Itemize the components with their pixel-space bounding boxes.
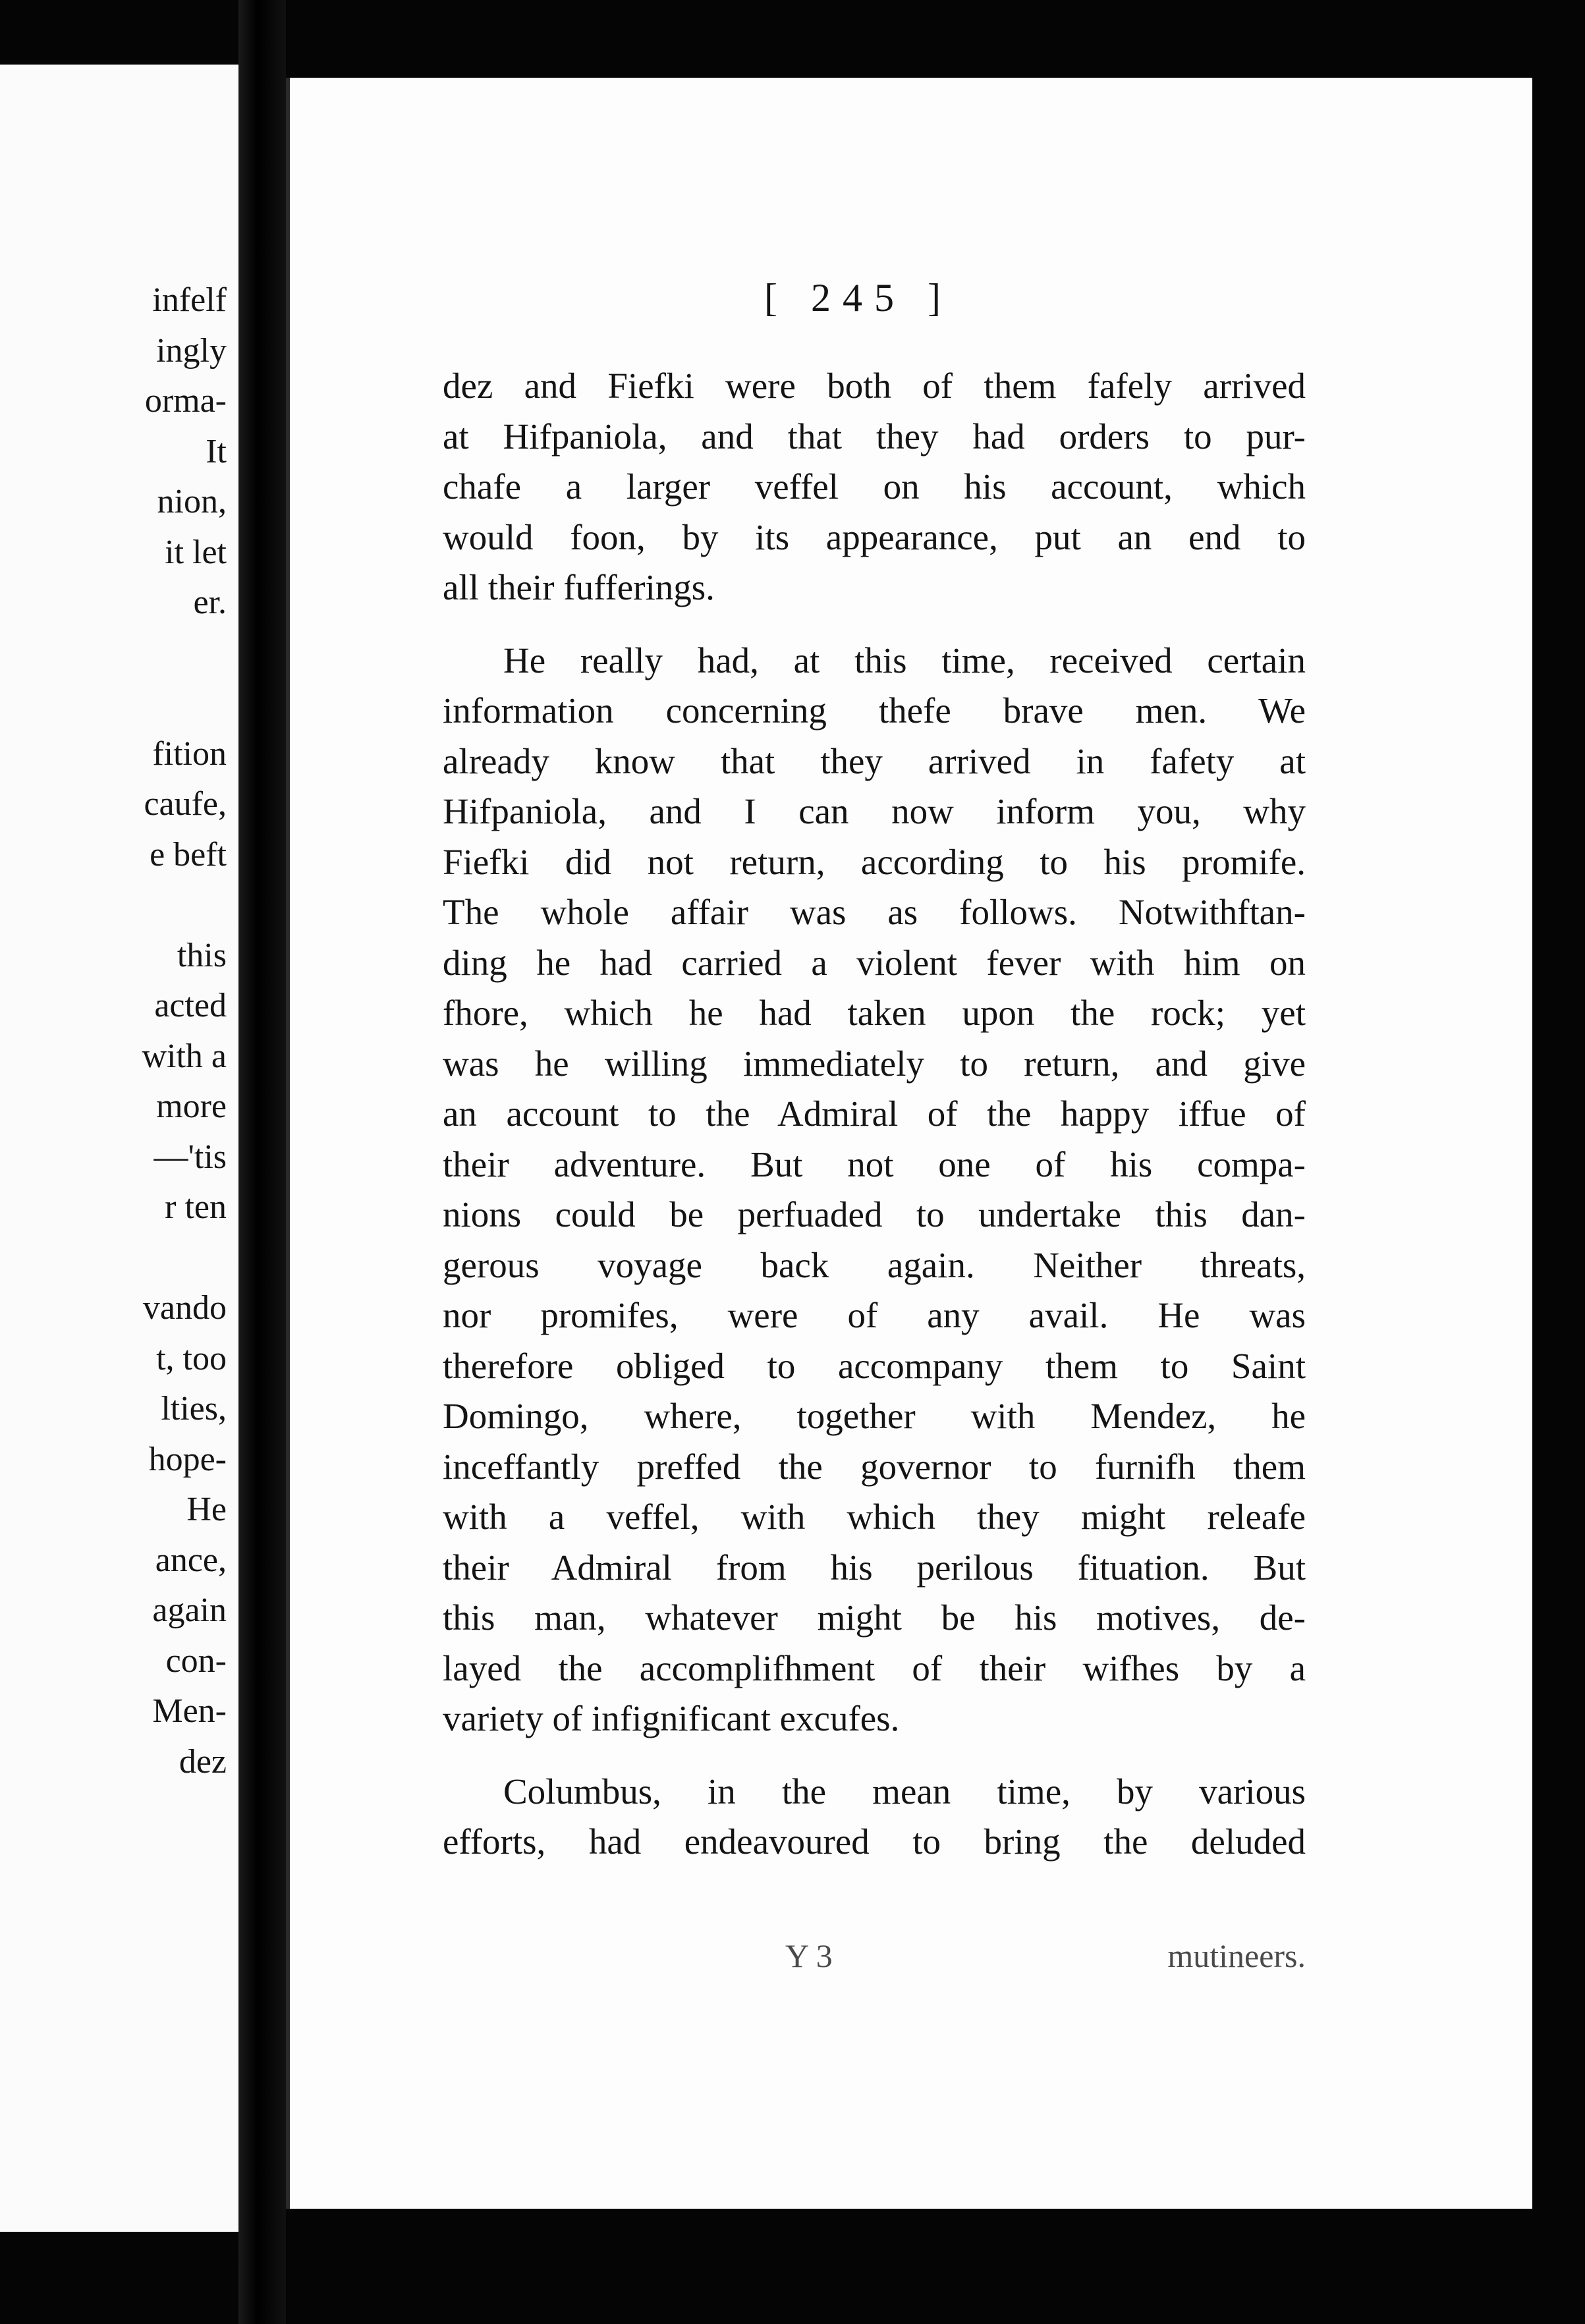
left-page-line: ance,	[155, 1541, 227, 1579]
paragraph-gap	[443, 613, 1306, 636]
text-line: already know that they arrived in fafety at	[443, 740, 1306, 781]
text-line: at Hifpaniola, and that they had orders to pur-	[443, 416, 1306, 456]
left-page-line: again	[152, 1591, 227, 1629]
text-line: He really had, at this time, received certain	[503, 640, 1306, 680]
paragraph-gap	[443, 1744, 1306, 1767]
left-page-line: It	[206, 432, 227, 470]
left-page-line: t, too	[156, 1339, 227, 1377]
text-line: with a veffel, with which they might releafe	[443, 1497, 1306, 1537]
left-page-line: e beft	[150, 835, 227, 873]
left-page-line: r ten	[165, 1188, 227, 1226]
left-page-line: Men-	[152, 1692, 227, 1730]
text-line: gerous voyage back again. Neither threats,	[443, 1244, 1306, 1285]
text-line: inceffantly preffed the governor to furnifh them	[443, 1446, 1306, 1487]
left-page-line: —'tis	[153, 1138, 227, 1176]
left-page-line: orma-	[144, 382, 227, 420]
text-line: efforts, had endeavoured to bring the deluded	[443, 1821, 1306, 1862]
text-line: therefore obliged to accompany them to Saint	[443, 1345, 1306, 1386]
left-page-line: con-	[165, 1642, 227, 1680]
left-page-line: more	[156, 1088, 227, 1125]
left-page-line: nion,	[157, 483, 227, 520]
left-page-line: er.	[193, 584, 227, 621]
text-line: this man, whatever might be his motives, de-	[443, 1597, 1306, 1638]
text-line: Fiefki did not return, according to his promife.	[443, 841, 1306, 882]
text-line: nions could be perfuaded to undertake this dan-	[443, 1194, 1306, 1234]
text-line: was he willing immediately to return, and give	[443, 1043, 1306, 1084]
left-page-line: vando	[142, 1289, 227, 1327]
page-footer	[443, 1937, 1306, 1983]
text-line: an account to the Admiral of the happy iffue of	[443, 1093, 1306, 1134]
left-page-line: hope-	[148, 1440, 227, 1478]
left-page-line: caufe,	[144, 785, 227, 823]
left-page-line: fition	[152, 734, 227, 773]
left-page-line: He	[186, 1491, 227, 1528]
text-line: their adventure. But not one of his compa-	[443, 1144, 1306, 1184]
left-facing-page	[0, 65, 238, 2232]
text-line: The whole affair was as follows. Notwithftan-	[443, 892, 1306, 932]
text-line: would foon, by its appearance, put an end to	[443, 516, 1306, 557]
text-line: variety of infignificant excufes.	[443, 1698, 900, 1738]
paragraph	[443, 636, 1306, 1744]
text-line: Hifpaniola, and I can now inform you, why	[443, 791, 1306, 831]
text-line: fhore, which he had taken upon the rock; yet	[443, 993, 1306, 1033]
catchword: mutineers.	[1167, 1937, 1306, 1974]
left-page-line: acted	[154, 987, 227, 1024]
paragraph	[443, 361, 1306, 613]
left-page-line: it let	[165, 533, 227, 571]
left-page-line: ingly	[156, 331, 227, 370]
paragraph	[443, 1767, 1306, 1868]
page-number: [ 245 ]	[764, 276, 953, 319]
left-page-line: dez	[179, 1742, 227, 1781]
book-gutter	[238, 0, 286, 2324]
left-page-line: infelf	[152, 281, 227, 319]
right-page	[286, 78, 1532, 2209]
text-line: Domingo, where, together with Mendez, he	[443, 1396, 1306, 1436]
left-page-line: with a	[142, 1037, 227, 1075]
text-line: their Admiral from his perilous fituation. But	[443, 1547, 1306, 1588]
text-line: all their fufferings.	[443, 567, 715, 607]
text-line: dez and Fiefki were both of them fafely arrived	[443, 366, 1306, 406]
left-page-line: lties,	[161, 1390, 227, 1427]
body-text	[443, 361, 1306, 1868]
text-line: Columbus, in the mean time, by various	[503, 1771, 1306, 1812]
signature-mark: Y 3	[785, 1937, 833, 1974]
text-line: chafe a larger veffel on his account, which	[443, 466, 1306, 507]
left-page-line: this	[177, 936, 227, 974]
text-line: layed the accomplifhment of their wifhes by a	[443, 1647, 1306, 1688]
text-line: information concerning thefe brave men. We	[443, 690, 1306, 731]
text-line: ding he had carried a violent fever with him on	[443, 942, 1306, 983]
text-line: nor promifes, were of any avail. He was	[443, 1295, 1306, 1335]
